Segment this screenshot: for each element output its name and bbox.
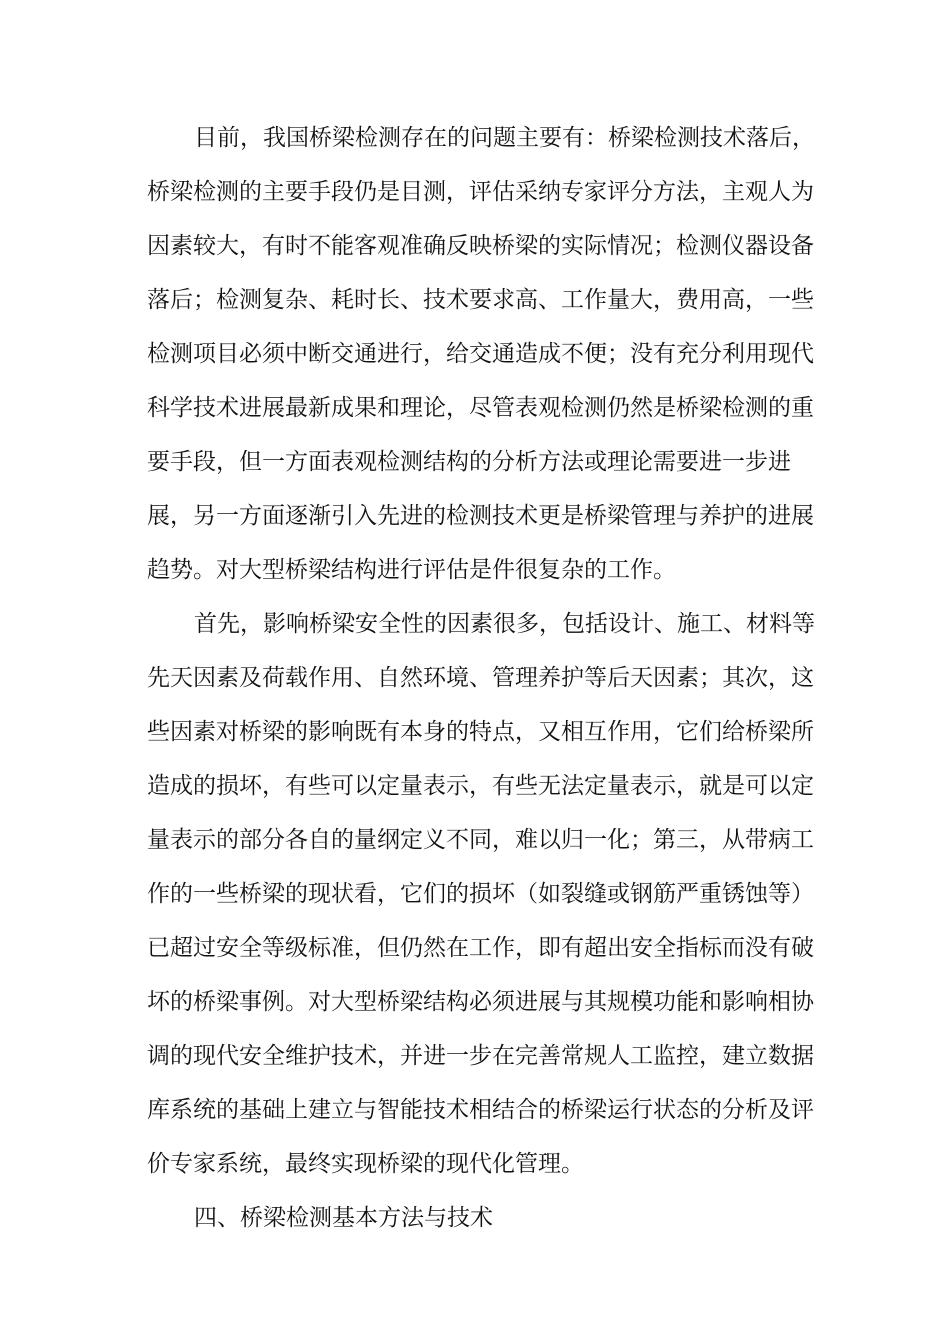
paragraph-1-line-2: 桥梁检测的主要手段仍是目测，评估采纳专家评分方法，主观人为 <box>147 179 814 205</box>
paragraph-2-line-9: 调的现代安全维护技术，并进一步在完善常规人工监控，建立数据 <box>147 1043 814 1069</box>
section-heading: 四、桥梁检测基本方法与技术 <box>194 1205 493 1231</box>
paragraph-1-line-3: 因素较大，有时不能客观准确反映桥梁的实际情况；检测仪器设备 <box>147 233 814 259</box>
paragraph-2-line-5: 量表示的部分各自的量纲定义不同，难以归一化；第三，从带病工 <box>147 827 814 853</box>
paragraph-2-line-8: 坏的桥梁事例。对大型桥梁结构必须进展与其规模功能和影响相协 <box>147 989 814 1015</box>
paragraph-1-line-5: 检测项目必须中断交通进行，给交通造成不便；没有充分利用现代 <box>147 341 814 367</box>
paragraph-1-line-4: 落后；检测复杂、耗时长、技术要求高、工作量大，费用高，一些 <box>147 287 814 313</box>
paragraph-1-line-9: 趋势。对大型桥梁结构进行评估是件很复杂的工作。 <box>147 557 676 583</box>
paragraph-2-line-1: 首先，影响桥梁安全性的因素很多，包括设计、施工、材料等 <box>194 611 815 637</box>
paragraph-2-line-4: 造成的损坏，有些可以定量表示，有些无法定量表示，就是可以定 <box>147 773 814 799</box>
paragraph-2-line-2: 先天因素及荷载作用、自然环境、管理养护等后天因素；其次，这 <box>147 665 814 691</box>
paragraph-1-line-7: 要手段，但一方面表观检测结构的分析方法或理论需要进一步进 <box>147 449 791 475</box>
paragraph-1-line-6: 科学技术进展最新成果和理论，尽管表观检测仍然是桥梁检测的重 <box>147 395 814 421</box>
paragraph-2-line-11: 价专家系统，最终实现桥梁的现代化管理。 <box>147 1151 584 1177</box>
paragraph-2-line-10: 库系统的基础上建立与智能技术相结合的桥梁运行状态的分析及评 <box>147 1097 814 1123</box>
paragraph-2-line-6: 作的一些桥梁的现状看，它们的损坏（如裂缝或钢筋严重锈蚀等） <box>147 881 814 907</box>
paragraph-2-line-7: 已超过安全等级标准，但仍然在工作，即有超出安全指标而没有破 <box>147 935 814 961</box>
paragraph-1-line-1: 目前，我国桥梁检测存在的问题主要有：桥梁检测技术落后， <box>194 125 815 151</box>
paragraph-2-line-3: 些因素对桥梁的影响既有本身的特点，又相互作用，它们给桥梁所 <box>147 719 814 745</box>
paragraph-1-line-8: 展，另一方面逐渐引入先进的检测技术更是桥梁管理与养护的进展 <box>147 503 814 529</box>
